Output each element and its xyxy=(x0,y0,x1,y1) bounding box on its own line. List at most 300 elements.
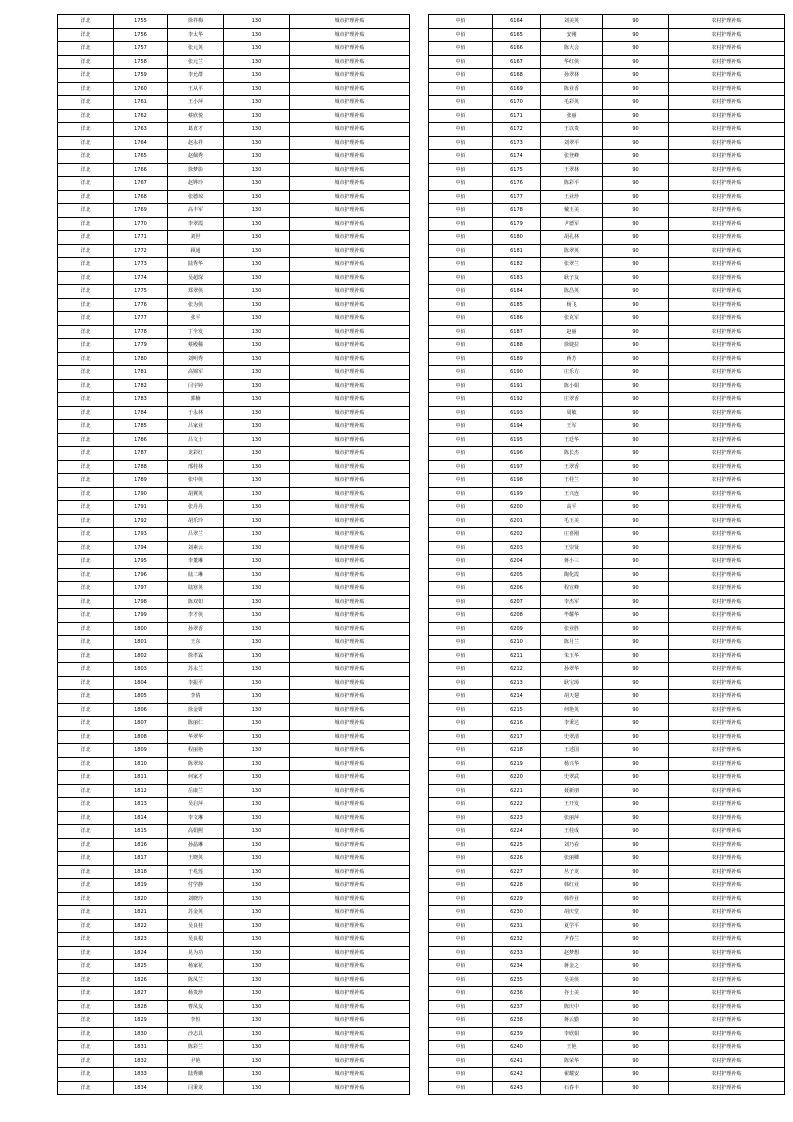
cell-serial-number: 6197 xyxy=(493,460,541,474)
cell-serial-number: 1821 xyxy=(114,906,168,920)
cell-village: 洋北 xyxy=(58,690,114,704)
cell-name: 王开发 xyxy=(541,798,603,812)
cell-name: 蒋云勤 xyxy=(541,1014,603,1028)
cell-amount: 130 xyxy=(224,609,290,623)
cell-serial-number: 6173 xyxy=(493,136,541,150)
cell-subsidy-type: 城市护理补贴 xyxy=(290,730,410,744)
table-row xyxy=(429,771,785,785)
cell-village: 中佰 xyxy=(429,244,493,258)
cell-name: 王东 xyxy=(168,636,224,650)
table-row xyxy=(429,258,785,272)
cell-subsidy-type: 农村护理补贴 xyxy=(669,1027,785,1041)
cell-amount: 130 xyxy=(224,1081,290,1095)
cell-subsidy-type: 农村护理补贴 xyxy=(669,487,785,501)
cell-subsidy-type: 农村护理补贴 xyxy=(669,528,785,542)
cell-name: 赵丽 xyxy=(541,325,603,339)
table-row xyxy=(58,892,410,906)
cell-name: 石春丰 xyxy=(541,1081,603,1095)
cell-amount: 90 xyxy=(603,865,669,879)
cell-amount: 130 xyxy=(224,123,290,137)
cell-name: 徐梦影 xyxy=(168,163,224,177)
cell-serial-number: 1755 xyxy=(114,15,168,29)
table-row xyxy=(429,420,785,434)
table-row xyxy=(58,204,410,218)
cell-village: 中佰 xyxy=(429,811,493,825)
cell-amount: 90 xyxy=(603,541,669,555)
cell-serial-number: 1756 xyxy=(114,28,168,42)
cell-amount: 90 xyxy=(603,730,669,744)
cell-name: 王以贵 xyxy=(541,123,603,137)
cell-subsidy-type: 城市护理补贴 xyxy=(290,136,410,150)
cell-subsidy-type: 农村护理补贴 xyxy=(669,663,785,677)
cell-village: 洋北 xyxy=(58,487,114,501)
cell-subsidy-type: 农村护理补贴 xyxy=(669,1000,785,1014)
table-row xyxy=(429,852,785,866)
cell-village: 中佰 xyxy=(429,663,493,677)
cell-serial-number: 6185 xyxy=(493,298,541,312)
cell-subsidy-type: 农村护理补贴 xyxy=(669,352,785,366)
cell-subsidy-type: 城市护理补贴 xyxy=(290,946,410,960)
table-row xyxy=(429,906,785,920)
cell-village: 洋北 xyxy=(58,757,114,771)
cell-name: 陈翠英 xyxy=(541,244,603,258)
cell-serial-number: 6218 xyxy=(493,744,541,758)
cell-name: 陈长杰 xyxy=(541,447,603,461)
cell-serial-number: 6222 xyxy=(493,798,541,812)
cell-village: 中佰 xyxy=(429,744,493,758)
cell-village: 中佰 xyxy=(429,109,493,123)
cell-name: 安刚 xyxy=(541,28,603,42)
cell-subsidy-type: 城市护理补贴 xyxy=(290,298,410,312)
table-row xyxy=(429,690,785,704)
cell-name: 陆秀娥 xyxy=(168,1068,224,1082)
cell-serial-number: 6165 xyxy=(493,28,541,42)
cell-serial-number: 1759 xyxy=(114,69,168,83)
table-row xyxy=(58,798,410,812)
cell-amount: 90 xyxy=(603,366,669,380)
cell-village: 洋北 xyxy=(58,865,114,879)
table-row xyxy=(429,55,785,69)
cell-village: 洋北 xyxy=(58,217,114,231)
cell-village: 中佰 xyxy=(429,798,493,812)
cell-subsidy-type: 城市护理补贴 xyxy=(290,933,410,947)
cell-subsidy-type: 农村护理补贴 xyxy=(669,541,785,555)
cell-amount: 90 xyxy=(603,514,669,528)
cell-subsidy-type: 城市护理补贴 xyxy=(290,865,410,879)
table-row xyxy=(58,582,410,596)
cell-village: 洋北 xyxy=(58,28,114,42)
cell-serial-number: 1819 xyxy=(114,879,168,893)
cell-amount: 90 xyxy=(603,82,669,96)
cell-serial-number: 6195 xyxy=(493,433,541,447)
cell-amount: 130 xyxy=(224,109,290,123)
table-row xyxy=(58,838,410,852)
cell-serial-number: 6184 xyxy=(493,285,541,299)
cell-serial-number: 6199 xyxy=(493,487,541,501)
cell-village: 中佰 xyxy=(429,541,493,555)
cell-subsidy-type: 城市护理补贴 xyxy=(290,285,410,299)
cell-amount: 90 xyxy=(603,447,669,461)
cell-name: 刘晓玲 xyxy=(168,892,224,906)
cell-serial-number: 1786 xyxy=(114,433,168,447)
cell-serial-number: 6206 xyxy=(493,582,541,596)
cell-amount: 130 xyxy=(224,703,290,717)
cell-serial-number: 6168 xyxy=(493,69,541,83)
cell-subsidy-type: 城市护理补贴 xyxy=(290,96,410,110)
cell-subsidy-type: 农村护理补贴 xyxy=(669,798,785,812)
table-row xyxy=(58,528,410,542)
table-row xyxy=(58,1000,410,1014)
cell-amount: 130 xyxy=(224,663,290,677)
cell-village: 洋北 xyxy=(58,325,114,339)
cell-amount: 90 xyxy=(603,487,669,501)
cell-serial-number: 1823 xyxy=(114,933,168,947)
cell-village: 洋北 xyxy=(58,123,114,137)
cell-subsidy-type: 城市护理补贴 xyxy=(290,460,410,474)
cell-name: 于兆莲 xyxy=(168,865,224,879)
cell-serial-number: 6177 xyxy=(493,190,541,204)
cell-amount: 90 xyxy=(603,568,669,582)
cell-serial-number: 1778 xyxy=(114,325,168,339)
cell-subsidy-type: 城市护理补贴 xyxy=(290,568,410,582)
cell-amount: 90 xyxy=(603,1068,669,1082)
cell-subsidy-type: 城市护理补贴 xyxy=(290,541,410,555)
cell-subsidy-type: 农村护理补贴 xyxy=(669,393,785,407)
cell-amount: 90 xyxy=(603,622,669,636)
cell-subsidy-type: 农村护理补贴 xyxy=(669,838,785,852)
cell-name: 陈翠琼 xyxy=(168,757,224,771)
cell-subsidy-type: 城市护理补贴 xyxy=(290,555,410,569)
cell-subsidy-type: 农村护理补贴 xyxy=(669,204,785,218)
table-row xyxy=(58,852,410,866)
cell-amount: 90 xyxy=(603,717,669,731)
cell-amount: 90 xyxy=(603,609,669,623)
cell-village: 中佰 xyxy=(429,730,493,744)
cell-name: 蔡殿稀 xyxy=(168,339,224,353)
cell-village: 中佰 xyxy=(429,1068,493,1082)
cell-amount: 130 xyxy=(224,717,290,731)
cell-serial-number: 1779 xyxy=(114,339,168,353)
table-row xyxy=(58,865,410,879)
cell-subsidy-type: 城市护理补贴 xyxy=(290,703,410,717)
cell-amount: 90 xyxy=(603,190,669,204)
cell-village: 洋北 xyxy=(58,312,114,326)
table-row xyxy=(429,649,785,663)
cell-subsidy-type: 农村护理补贴 xyxy=(669,676,785,690)
cell-subsidy-type: 农村护理补贴 xyxy=(669,298,785,312)
cell-amount: 90 xyxy=(603,177,669,191)
table-row xyxy=(429,973,785,987)
cell-name: 陈昌英 xyxy=(541,285,603,299)
cell-name: 胡翼英 xyxy=(168,487,224,501)
cell-amount: 90 xyxy=(603,460,669,474)
cell-amount: 90 xyxy=(603,582,669,596)
cell-serial-number: 1797 xyxy=(114,582,168,596)
cell-village: 洋北 xyxy=(58,379,114,393)
cell-subsidy-type: 城市护理补贴 xyxy=(290,177,410,191)
cell-amount: 130 xyxy=(224,339,290,353)
cell-name: 王桂兰 xyxy=(541,474,603,488)
cell-village: 中佰 xyxy=(429,622,493,636)
cell-name: 朱玉华 xyxy=(541,649,603,663)
cell-name: 付学静 xyxy=(168,879,224,893)
cell-village: 洋北 xyxy=(58,136,114,150)
cell-amount: 90 xyxy=(603,163,669,177)
cell-amount: 130 xyxy=(224,204,290,218)
cell-serial-number: 1787 xyxy=(114,447,168,461)
cell-village: 洋北 xyxy=(58,501,114,515)
cell-name: 李秉达 xyxy=(541,717,603,731)
cell-subsidy-type: 农村护理补贴 xyxy=(669,460,785,474)
cell-name: 孙翠林 xyxy=(541,69,603,83)
cell-subsidy-type: 农村护理补贴 xyxy=(669,285,785,299)
table-row xyxy=(429,42,785,56)
cell-amount: 90 xyxy=(603,501,669,515)
cell-name: 杨家花 xyxy=(168,960,224,974)
cell-serial-number: 6174 xyxy=(493,150,541,164)
cell-serial-number: 1804 xyxy=(114,676,168,690)
cell-amount: 90 xyxy=(603,595,669,609)
cell-name: 赵铧玲 xyxy=(168,177,224,191)
cell-serial-number: 1815 xyxy=(114,825,168,839)
cell-village: 洋北 xyxy=(58,190,114,204)
cell-amount: 90 xyxy=(603,109,669,123)
cell-village: 中佰 xyxy=(429,568,493,582)
table-row xyxy=(429,406,785,420)
cell-village: 洋北 xyxy=(58,82,114,96)
cell-amount: 90 xyxy=(603,825,669,839)
table-row xyxy=(58,690,410,704)
cell-name: 李董琳 xyxy=(168,555,224,569)
cell-serial-number: 1826 xyxy=(114,973,168,987)
cell-subsidy-type: 城市护理补贴 xyxy=(290,42,410,56)
cell-amount: 90 xyxy=(603,663,669,677)
cell-name: 刘美英 xyxy=(541,15,603,29)
cell-village: 中佰 xyxy=(429,933,493,947)
cell-serial-number: 1780 xyxy=(114,352,168,366)
cell-subsidy-type: 城市护理补贴 xyxy=(290,55,410,69)
cell-village: 洋北 xyxy=(58,798,114,812)
cell-subsidy-type: 农村护理补贴 xyxy=(669,217,785,231)
cell-subsidy-type: 农村护理补贴 xyxy=(669,690,785,704)
table-row xyxy=(429,244,785,258)
table-row xyxy=(429,366,785,380)
cell-subsidy-type: 城市护理补贴 xyxy=(290,379,410,393)
cell-name: 李振平 xyxy=(168,676,224,690)
cell-subsidy-type: 城市护理补贴 xyxy=(290,879,410,893)
table-row xyxy=(429,204,785,218)
cell-serial-number: 1798 xyxy=(114,595,168,609)
cell-amount: 130 xyxy=(224,447,290,461)
table-row xyxy=(429,703,785,717)
cell-village: 中佰 xyxy=(429,973,493,987)
cell-amount: 90 xyxy=(603,312,669,326)
cell-subsidy-type: 城市护理补贴 xyxy=(290,757,410,771)
cell-amount: 90 xyxy=(603,406,669,420)
cell-amount: 90 xyxy=(603,987,669,1001)
cell-name: 赵梦想 xyxy=(541,946,603,960)
table-row xyxy=(429,177,785,191)
cell-name: 张德琼 xyxy=(168,190,224,204)
cell-village: 中佰 xyxy=(429,82,493,96)
cell-amount: 90 xyxy=(603,973,669,987)
cell-serial-number: 6233 xyxy=(493,946,541,960)
table-row xyxy=(58,136,410,150)
cell-village: 中佰 xyxy=(429,474,493,488)
cell-name: 曹凤友 xyxy=(168,1000,224,1014)
cell-serial-number: 1814 xyxy=(114,811,168,825)
cell-amount: 130 xyxy=(224,865,290,879)
cell-serial-number: 1791 xyxy=(114,501,168,515)
cell-serial-number: 6225 xyxy=(493,838,541,852)
cell-subsidy-type: 农村护理补贴 xyxy=(669,55,785,69)
cell-village: 中佰 xyxy=(429,285,493,299)
cell-amount: 130 xyxy=(224,933,290,947)
cell-village: 洋北 xyxy=(58,1014,114,1028)
cell-serial-number: 6238 xyxy=(493,1014,541,1028)
cell-village: 洋北 xyxy=(58,163,114,177)
cell-name: 郭楠 xyxy=(168,393,224,407)
cell-name: 李太华 xyxy=(168,28,224,42)
cell-name: 刘明秀 xyxy=(168,352,224,366)
table-row xyxy=(429,946,785,960)
cell-amount: 130 xyxy=(224,852,290,866)
table-row xyxy=(58,1014,410,1028)
cell-village: 中佰 xyxy=(429,852,493,866)
cell-serial-number: 1806 xyxy=(114,703,168,717)
cell-subsidy-type: 城市护理补贴 xyxy=(290,501,410,515)
cell-subsidy-type: 农村护理补贴 xyxy=(669,69,785,83)
cell-subsidy-type: 农村护理补贴 xyxy=(669,609,785,623)
cell-name: 陈大会 xyxy=(541,42,603,56)
cell-amount: 130 xyxy=(224,298,290,312)
cell-name: 吕文士 xyxy=(168,433,224,447)
cell-village: 中佰 xyxy=(429,177,493,191)
cell-village: 中佰 xyxy=(429,919,493,933)
cell-subsidy-type: 城市护理补贴 xyxy=(290,393,410,407)
table-row xyxy=(429,838,785,852)
cell-subsidy-type: 城市护理补贴 xyxy=(290,960,410,974)
table-row xyxy=(58,177,410,191)
cell-subsidy-type: 农村护理补贴 xyxy=(669,852,785,866)
cell-serial-number: 1822 xyxy=(114,919,168,933)
cell-name: 庄翠香 xyxy=(541,393,603,407)
cell-village: 洋北 xyxy=(58,1041,114,1055)
cell-amount: 130 xyxy=(224,177,290,191)
cell-name: 李翠霞 xyxy=(168,217,224,231)
cell-village: 中佰 xyxy=(429,204,493,218)
table-row xyxy=(58,393,410,407)
cell-village: 中佰 xyxy=(429,163,493,177)
table-row xyxy=(58,460,410,474)
table-row xyxy=(429,798,785,812)
cell-serial-number: 6211 xyxy=(493,649,541,663)
cell-name: 邢桂林 xyxy=(168,460,224,474)
cell-amount: 130 xyxy=(224,1041,290,1055)
cell-serial-number: 1763 xyxy=(114,123,168,137)
cell-village: 中佰 xyxy=(429,528,493,542)
cell-amount: 130 xyxy=(224,379,290,393)
cell-name: 苏永兰 xyxy=(168,663,224,677)
cell-amount: 90 xyxy=(603,649,669,663)
cell-serial-number: 6191 xyxy=(493,379,541,393)
cell-village: 洋北 xyxy=(58,298,114,312)
cell-serial-number: 1782 xyxy=(114,379,168,393)
cell-village: 洋北 xyxy=(58,460,114,474)
cell-serial-number: 1793 xyxy=(114,528,168,542)
cell-village: 中佰 xyxy=(429,838,493,852)
cell-amount: 130 xyxy=(224,906,290,920)
cell-amount: 130 xyxy=(224,541,290,555)
cell-serial-number: 6208 xyxy=(493,609,541,623)
cell-serial-number: 1830 xyxy=(114,1027,168,1041)
table-row xyxy=(429,217,785,231)
cell-subsidy-type: 农村护理补贴 xyxy=(669,28,785,42)
cell-amount: 90 xyxy=(603,1041,669,1055)
cell-serial-number: 1803 xyxy=(114,663,168,677)
cell-village: 洋北 xyxy=(58,1081,114,1095)
cell-name: 孙翠香 xyxy=(168,622,224,636)
cell-name: 王艳 xyxy=(541,1041,603,1055)
cell-amount: 130 xyxy=(224,474,290,488)
cell-village: 洋北 xyxy=(58,730,114,744)
table-row xyxy=(58,649,410,663)
cell-name: 谷士美 xyxy=(541,987,603,1001)
cell-serial-number: 6215 xyxy=(493,703,541,717)
table-row xyxy=(58,973,410,987)
table-row xyxy=(58,636,410,650)
right-subsidy-table xyxy=(428,14,785,1095)
cell-serial-number: 6202 xyxy=(493,528,541,542)
cell-subsidy-type: 城市护理补贴 xyxy=(290,204,410,218)
cell-serial-number: 6179 xyxy=(493,217,541,231)
cell-subsidy-type: 城市护理补贴 xyxy=(290,339,410,353)
table-row xyxy=(58,663,410,677)
cell-serial-number: 6227 xyxy=(493,865,541,879)
cell-name: 丁全发 xyxy=(168,325,224,339)
cell-name: 吕家业 xyxy=(168,420,224,434)
cell-amount: 90 xyxy=(603,474,669,488)
cell-serial-number: 1812 xyxy=(114,784,168,798)
cell-amount: 130 xyxy=(224,568,290,582)
cell-name: 耿子友 xyxy=(541,271,603,285)
cell-subsidy-type: 城市护理补贴 xyxy=(290,109,410,123)
cell-serial-number: 1813 xyxy=(114,798,168,812)
cell-village: 中佰 xyxy=(429,595,493,609)
cell-serial-number: 1825 xyxy=(114,960,168,974)
cell-serial-number: 6194 xyxy=(493,420,541,434)
cell-subsidy-type: 农村护理补贴 xyxy=(669,150,785,164)
cell-serial-number: 6221 xyxy=(493,784,541,798)
cell-amount: 90 xyxy=(603,676,669,690)
cell-subsidy-type: 农村护理补贴 xyxy=(669,825,785,839)
cell-serial-number: 1816 xyxy=(114,838,168,852)
cell-village: 中佰 xyxy=(429,960,493,974)
cell-amount: 90 xyxy=(603,1027,669,1041)
cell-subsidy-type: 农村护理补贴 xyxy=(669,879,785,893)
cell-serial-number: 6237 xyxy=(493,1000,541,1014)
table-row xyxy=(429,460,785,474)
cell-village: 中佰 xyxy=(429,433,493,447)
cell-name: 张平 xyxy=(168,312,224,326)
cell-serial-number: 1799 xyxy=(114,609,168,623)
cell-subsidy-type: 农村护理补贴 xyxy=(669,420,785,434)
cell-subsidy-type: 农村护理补贴 xyxy=(669,1068,785,1082)
cell-village: 洋北 xyxy=(58,1054,114,1068)
cell-village: 中佰 xyxy=(429,1014,493,1028)
cell-amount: 130 xyxy=(224,231,290,245)
table-row xyxy=(58,150,410,164)
